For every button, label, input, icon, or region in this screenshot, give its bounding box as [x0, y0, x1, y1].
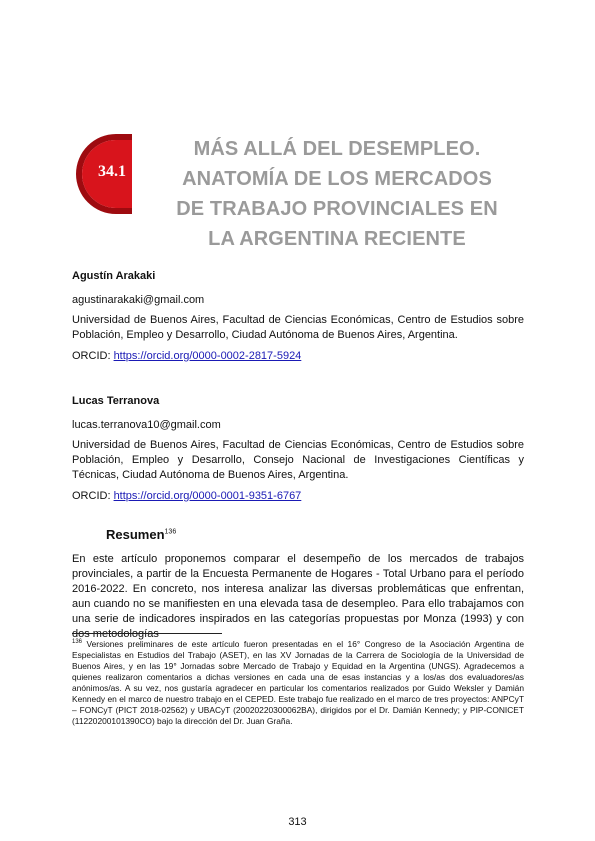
author-block: [72, 269, 524, 364]
orcid-line: [72, 349, 524, 364]
author-name: Agustín Arakaki: [72, 270, 156, 282]
chapter-number: 34.1: [98, 163, 126, 180]
footnote-reference[interactable]: 136: [164, 528, 177, 536]
orcid-link[interactable]: https://orcid.org/0000-0002-2817-5924: [113, 350, 302, 362]
abstract-body: En este artículo proponemos comparar el desempeño de los mercados de trabajos provinciales, a partir de la Encuesta Permanente de Hogares - Total Urbano para el período 2016-2022. En concreto, nos interesa analizar las diversas problemáticas que enfrentan, aun cuando no se manifiesten en una elevada tasa de desempleo. Para ello trabajamos con una serie de indicadores inspirados en las categorías propuestas por Monza (1993) y con dos metodologías: [72, 553, 524, 640]
orcid-label: ORCID:: [72, 350, 114, 362]
author-email: agustinarakaki@gmail.com: [72, 294, 205, 306]
chapter-title: [150, 134, 524, 254]
abstract-heading: [106, 527, 176, 542]
title-line: MÁS ALLÁ DEL DESEMPLEO.: [193, 138, 481, 160]
orcid-link[interactable]: https://orcid.org/0000-0001-9351-6767: [113, 490, 302, 502]
author-affiliation: Universidad de Buenos Aires, Facultad de Ciencias Económicas, Centro de Estudios sobre Población, Empleo y Desarrollo, Consejo Nacional de Investigaciones Científicas y Técnicas, Ciudad Autónoma de Buenos Aires, Argentina.: [72, 439, 524, 481]
title-line: LA ARGENTINA RECIENTE: [208, 228, 466, 250]
author-email: lucas.terranova10@gmail.com: [72, 419, 221, 431]
footnote-text: Versiones preliminares de este artículo fueron presentadas en el 16° Congreso de la Asociación Argentina de Especialistas en Estudios del Trabajo (ASET), en las XV Jornadas de la Carrera de Sociología de la Universidad de Buenos Aires, y en las 19° Jornadas sobre Mercado de Trabajo y Equidad en la Argentina (UNGS). Agradecemos a quienes realizaron comentarios a dichas versiones en cada una de esas instancias y a los/as dos evaluadores/as anónimos/as. A su vez, nos gustaría agradecer en particular los comentarios realizados por Guido Weksler y Damián Kennedy en el marco de nuestro trabajo en el CEPED. Este trabajo fue realizado en el marco de tres proyectos: ANPCyT – FONCyT (PICT 2018-02562) y UBACyT (20020220300062BA), dirigidos por el Dr. Damián Kennedy; y PIP-CONICET (11220200101390CO) bajo la dirección del Dr. Juan Graña.: [72, 638, 524, 726]
abstract-heading-text: Resumen: [106, 527, 165, 542]
footnote-number: 136: [72, 639, 83, 645]
author-block: [72, 394, 524, 504]
author-affiliation: Universidad de Buenos Aires, Facultad de Ciencias Económicas, Centro de Estudios sobre Población, Empleo y Desarrollo, Ciudad Autónoma de Buenos Aires, Argentina.: [72, 314, 524, 341]
footnote: [72, 637, 524, 727]
orcid-label: ORCID:: [72, 490, 114, 502]
page-number: 313: [288, 816, 307, 828]
orcid-line: [72, 489, 524, 504]
author-name: Lucas Terranova: [72, 395, 160, 407]
title-line: DE TRABAJO PROVINCIALES EN: [176, 198, 498, 220]
footnote-divider: [72, 633, 222, 634]
title-line: ANATOMÍA DE LOS MERCADOS: [182, 168, 492, 190]
